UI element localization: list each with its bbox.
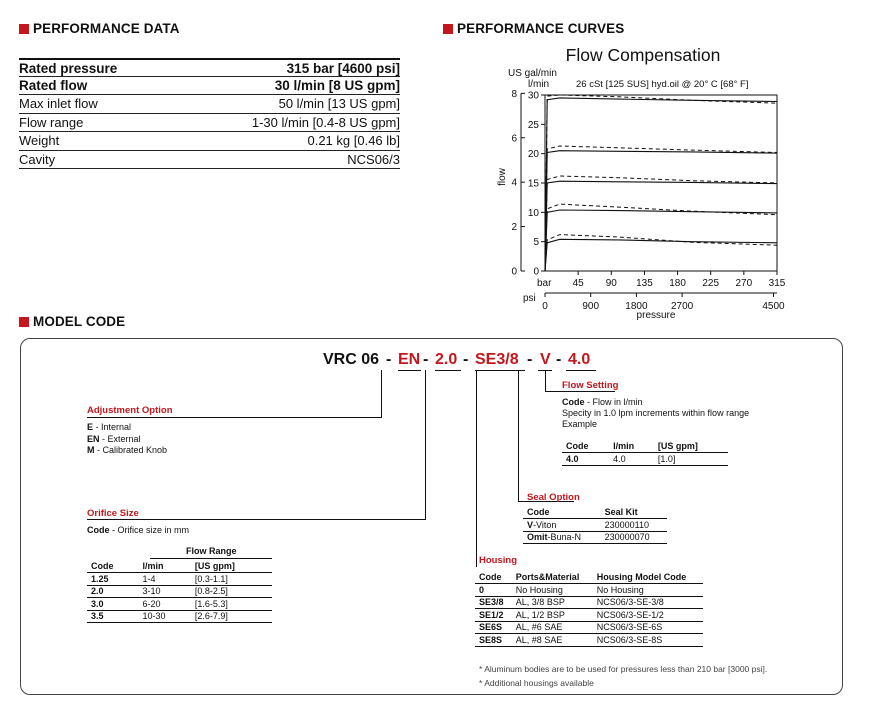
adjustment-desc: - External [99, 433, 141, 444]
performance-value: NCS06/3 [347, 151, 400, 167]
connector-orifice-h [87, 519, 426, 520]
table-cell-part: -Viton [533, 519, 557, 530]
y-tick-label-gpm: 0 [511, 266, 517, 278]
table-cell [523, 519, 601, 532]
table-cell-part: Omit [527, 532, 548, 543]
y-tick-label-lmin: 25 [527, 119, 539, 131]
model-code-sep: - [463, 351, 469, 368]
table-cell: [1.6-5.3] [191, 598, 272, 611]
x-tick-label-bar: 90 [605, 278, 617, 289]
performance-data-table [19, 58, 400, 169]
red-square-icon [19, 317, 29, 327]
performance-label: Cavity [19, 151, 56, 167]
red-square-icon [19, 24, 29, 34]
x-tick-label-bar: 45 [572, 278, 584, 289]
model-code-seal: V [540, 351, 551, 368]
table-cell: SE1/2 [475, 609, 512, 622]
model-code-housing: SE3/8 [475, 351, 519, 368]
adjustment-code: EN [87, 433, 100, 444]
chart-subtitle: 26 cSt [125 SUS] hyd.oil @ 20° C [68° F] [576, 79, 749, 90]
orifice-size-title: Orifice Size [87, 508, 139, 519]
table-cell-part: -Buna-N [547, 532, 582, 543]
connector-adjustment-v [381, 370, 382, 418]
y-tick-label-gpm: 2 [511, 222, 517, 234]
performance-row [19, 132, 400, 151]
y-tick-label-lmin: 10 [527, 207, 539, 219]
table-cell: No Housing [512, 584, 593, 597]
adjustment-desc: - Calibrated Knob [94, 445, 168, 455]
model-code-heading-text: MODEL CODE [33, 314, 126, 329]
model-code-flow-setting: 4.0 [568, 351, 591, 368]
table-cell: [2.6-7.9] [191, 610, 272, 623]
chart-x-label: pressure [636, 310, 676, 321]
performance-label: Max inlet flow [19, 96, 98, 111]
model-code-base: VRC 06 [323, 351, 380, 368]
table-cell: AL, 3/8 BSP [512, 596, 593, 609]
table-cell [523, 531, 601, 544]
adjustment-option-item [87, 434, 167, 446]
table-cell: NCS06/3-SE-6S [593, 621, 703, 634]
performance-value: 30 l/min [8 US gpm] [274, 77, 400, 93]
table-cell: SE3/8 [475, 596, 512, 609]
connector-adjustment-h [87, 417, 382, 418]
x-tick-label-psi: 4500 [762, 301, 785, 312]
table-cell: AL, 1/2 BSP [512, 609, 593, 622]
table-cell: NCS06/3-SE-3/8 [593, 596, 703, 609]
table-cell: SE8S [475, 634, 512, 647]
adjustment-option-item [87, 422, 167, 434]
adjustment-option-title: Adjustment Option [87, 405, 173, 416]
chart-title: Flow Compensation [565, 45, 721, 65]
flow-curve-dashed [545, 235, 777, 271]
table-header-cell: Ports&Material [512, 571, 593, 584]
underline-adjustment [398, 370, 421, 371]
table-cell: AL, #8 SAE [512, 634, 593, 647]
connector-seal-v [518, 370, 519, 502]
performance-value: 50 l/min [13 US gpm] [278, 96, 400, 111]
table-header-cell: Code [523, 506, 601, 519]
adjustment-option-item [87, 445, 167, 457]
table-header-cell: Code [87, 560, 139, 573]
table-row [87, 598, 272, 611]
y-tick-label-gpm: 4 [511, 177, 517, 189]
flow-setting-title: Flow Setting [562, 380, 619, 391]
adjustment-option-list [87, 422, 167, 457]
housing-note: * Additional housings available [479, 678, 594, 688]
connector-flow-v [545, 370, 546, 392]
table-cell: 1-4 [139, 573, 191, 586]
performance-value: 1-30 l/min [0.4-8 US gpm] [251, 114, 400, 130]
y-tick-label-gpm: 8 [511, 88, 517, 100]
flow-setting-text: - Flow in l/min [584, 397, 643, 407]
flow-curve-dashed [545, 176, 777, 271]
chart-y-label: flow [497, 168, 508, 186]
chart-y-units-outer: US gal/min [508, 68, 557, 79]
table-cell: 3-10 [139, 585, 191, 598]
table-cell: No Housing [593, 584, 703, 597]
table-cell: 4.0 [609, 453, 654, 466]
table-header-cell: Code [562, 440, 609, 453]
model-code-sep: - [423, 351, 429, 368]
table-cell: NCS06/3-SE-1/2 [593, 609, 703, 622]
performance-row [19, 114, 400, 133]
table-cell: 0 [475, 584, 512, 597]
table-row [475, 621, 703, 634]
performance-label: Rated pressure [19, 61, 118, 76]
flow-setting-line2: Specity in 1.0 lpm increments within flow range [562, 408, 750, 418]
flow-curve-dashed [545, 146, 777, 271]
x-tick-label-bar: 225 [702, 278, 720, 289]
table-header-cell: Code [475, 571, 512, 584]
seal-option-table [523, 506, 667, 544]
performance-data-heading [19, 21, 180, 36]
table-header-cell: l/min [609, 440, 654, 453]
table-header-cell: [US gpm] [654, 440, 728, 453]
table-cell: [1.0] [654, 453, 728, 466]
performance-label: Rated flow [19, 77, 88, 93]
y-tick-label-lmin: 30 [527, 90, 539, 102]
housing-note: * Aluminum bodies are to be used for pressures less than 210 bar [3000 psi]. [479, 664, 768, 674]
red-square-icon [443, 24, 453, 34]
x-tick-label-bar: 135 [636, 278, 653, 289]
table-cell: SE6S [475, 621, 512, 634]
chart-x-units-top: bar [537, 278, 552, 289]
table-cell: 230000070 [601, 531, 667, 544]
flow-setting-code: Code [562, 397, 585, 407]
flow-range-underline [150, 558, 272, 559]
table-cell: AL, #6 SAE [512, 621, 593, 634]
table-row [475, 596, 703, 609]
performance-value: 0.21 kg [0.46 lb] [307, 133, 400, 148]
model-code-adjustment: EN [398, 351, 421, 368]
table-row [562, 453, 728, 466]
chart-series [545, 95, 777, 271]
y-tick-label-lmin: 5 [533, 237, 539, 249]
table-cell: 2.0 [87, 585, 139, 598]
table-cell: 3.5 [87, 610, 139, 623]
x-tick-label-bar: 315 [768, 278, 786, 289]
connector-housing-v [476, 370, 477, 567]
model-code-sep: - [556, 351, 562, 368]
connector-orifice-v [425, 370, 426, 520]
table-header-cell: Seal Kit [601, 506, 667, 519]
table-row [523, 519, 667, 532]
adjustment-desc: - Internal [93, 422, 132, 432]
table-row [87, 585, 272, 598]
performance-row [19, 58, 400, 77]
performance-data-heading-text: PERFORMANCE DATA [33, 21, 180, 36]
model-code-sep: - [527, 351, 533, 368]
orifice-size-desc [87, 525, 189, 537]
housing-table [475, 571, 703, 647]
x-tick-label-psi: 1800 [625, 301, 648, 312]
y-tick-label-lmin: 0 [533, 266, 539, 278]
flow-setting-line3: Example [562, 419, 598, 429]
table-cell: [0.3-1.1] [191, 573, 272, 586]
adjustment-code: E [87, 422, 94, 432]
orifice-size-table [87, 560, 272, 623]
underline-orifice [435, 370, 461, 371]
performance-label: Flow range [19, 114, 84, 130]
flow-curve-solid [545, 181, 777, 271]
model-code-orifice: 2.0 [435, 351, 458, 368]
performance-value: 315 bar [4600 psi] [286, 61, 400, 76]
table-row [475, 634, 703, 647]
housing-title: Housing [479, 555, 517, 566]
performance-row [19, 77, 400, 96]
chart-x-units-bottom: psi [523, 293, 536, 304]
table-header-cell: [US gpm] [191, 560, 272, 573]
underline-flow-setting [566, 370, 596, 371]
chart-axes [511, 89, 785, 312]
table-cell-part: V [527, 519, 534, 530]
table-cell: 6-20 [139, 598, 191, 611]
adjustment-code: M [87, 445, 95, 455]
orifice-desc-text: - Orifice size in mm [109, 525, 190, 535]
y-tick-label-lmin: 15 [527, 178, 539, 190]
x-tick-label-psi: 2700 [670, 301, 694, 312]
performance-label: Weight [19, 133, 60, 148]
table-row [475, 584, 703, 597]
orifice-desc-code: Code [87, 525, 110, 535]
table-cell: [0.8-2.5] [191, 585, 272, 598]
performance-curves-heading-text: PERFORMANCE CURVES [457, 21, 625, 36]
table-row [87, 610, 272, 623]
model-code-heading [19, 314, 125, 329]
performance-row [19, 95, 400, 114]
x-tick-label-bar: 180 [669, 278, 686, 289]
table-cell: 10-30 [139, 610, 191, 623]
performance-row [19, 151, 400, 170]
table-cell: 3.0 [87, 598, 139, 611]
y-tick-label-lmin: 20 [527, 149, 539, 161]
x-tick-label-psi: 0 [542, 301, 548, 312]
table-cell: 1.25 [87, 573, 139, 586]
table-cell: NCS06/3-SE-8S [593, 634, 703, 647]
table-row [475, 609, 703, 622]
connector-flow-h [545, 391, 615, 392]
model-code-box [20, 338, 843, 695]
flow-range-header: Flow Range [186, 546, 237, 556]
table-header-cell: Housing Model Code [593, 571, 703, 584]
performance-curves-heading [443, 21, 624, 36]
x-tick-label-psi: 900 [582, 301, 600, 312]
table-row [523, 531, 667, 544]
flow-setting-line1 [562, 397, 643, 409]
table-cell: 230000110 [601, 519, 667, 532]
table-row [87, 573, 272, 586]
table-header-cell: l/min [139, 560, 191, 573]
chart-y-units-inner: l/min [528, 79, 550, 90]
model-code-sep: - [386, 351, 392, 368]
table-cell: 4.0 [562, 453, 609, 466]
y-tick-label-gpm: 6 [511, 133, 517, 145]
flow-curve-dashed [545, 204, 777, 271]
flow-compensation-chart [490, 40, 790, 325]
x-tick-label-bar: 270 [735, 278, 753, 289]
seal-option-title: Seal Option [527, 492, 580, 503]
flow-setting-table [562, 440, 728, 466]
flow-curve-solid [545, 98, 777, 271]
